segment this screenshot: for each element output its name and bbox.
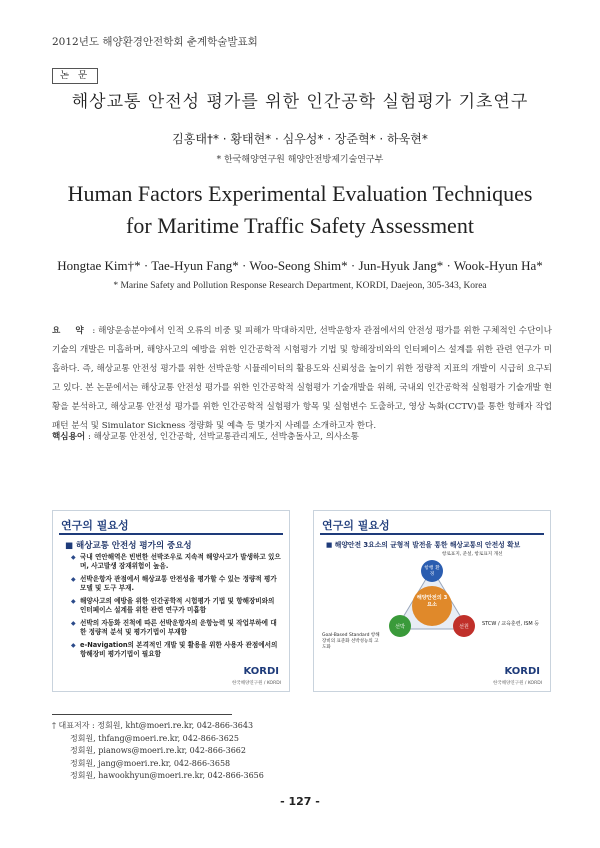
node-ship-label: 선박: [395, 624, 405, 630]
footnote-line: † 대표저자 : 정회원, kht@moeri.re.kr, 042-866-3643: [52, 721, 254, 730]
list-item: ◆ 국내 연안해역은 빈번한 선박조우로 지속적 해양사고가 발생하고 있으며, 사고발생 잠재위험이 높음.: [71, 553, 281, 572]
title-korean: 해상교통 안전성 평가를 위한 인간공학 실험평가 기초연구: [71, 92, 529, 112]
list-item: ◆ 해양사고의 예방을 위한 인간공학적 시험평가 기법 및 항해장비와의 인터페이스 설계를 위한 관련 연구가 미흡함: [71, 597, 281, 616]
keywords: [52, 430, 552, 442]
node-environment-label: 항행 환경: [424, 566, 440, 577]
keywords-label: 핵심용어: [52, 432, 86, 442]
slide1-heading: 연구의 필요성: [61, 519, 129, 532]
kordi-logo-subtext: 한국해양연구원 / KORDI: [493, 681, 542, 686]
square-bullet-icon: ■: [65, 541, 76, 551]
footnotes: [52, 720, 264, 783]
abstract-text: : 해양운송분야에서 인적 오류의 비중 및 피해가 막대하지만, 선박운항자 관점에서의 안전성 평가를 위한 구체적인 수단이나 기술의 개발은 미흡하며, 해양사고의 예방을 위한 인간공학적 시험평가 기법 및 항해장비와의 인터페이스 설계를 위한 관련 연구가 미흡하다. 즉, 해상교통 안전성 평가를 위한 선박운항 시뮬레이터의 활용도와 신뢰성을 높이기 위한 정량적 지표의 개발이 시급히 요구되고 있다. 본 논문에서는 해상교통 안전성 평가를 위한 인간공학적 실험평가 기술개발을 위해, 국내외 인간공학적 실험평가 기술개발 현황을 분석하고, 해상교통 안전성 평가를 위한 인간공학적 실험평가 항목 및 실험변수 도출하고, 영상 녹화(CCTV)를 통한 항해자 작업패턴 분석 및 Simulator Sickness 정량화 및 예측 등 몇가지 사례를 소개하고자 한다.: [52, 326, 552, 431]
footnote-line: 정회원, hawookhyun@moeri.re.kr, 042-866-3656: [70, 771, 264, 780]
title-english: [0, 178, 600, 242]
kordi-logo-subtext: 한국해양연구원 / KORDI: [232, 681, 281, 686]
affiliation-english: * Marine Safety and Pollution Response Research Department, KORDI, Daejeon, 305-343, Korea: [113, 281, 487, 291]
authors-korean: 김홍태†* · 황태현* · 심우성* · 장준혁* · 하욱현*: [172, 132, 428, 146]
kordi-logo: KORDI: [243, 666, 279, 677]
list-item: ◆ e-Navigation의 본격적인 개발 및 활용을 위한 사용자 관점에서의 항해장비 평가기법이 필요함: [71, 641, 281, 660]
title-english-line1: Human Factors Experimental Evaluation Techniques: [67, 181, 533, 206]
slide1-subheading-text: 해상교통 안전성 평가의 중요성: [76, 541, 192, 551]
top-label: 항로표지, 준설, 항로표지 개선: [442, 552, 503, 557]
footnote-line: 정회원, pianows@moeri.re.kr, 042-866-3662: [70, 746, 246, 755]
abstract: [52, 322, 552, 436]
right-label: STCW / 교육훈련, ISM 등: [482, 621, 540, 627]
title-english-line2: for Maritime Traffic Safety Assessment: [126, 213, 474, 238]
slide1-bullet-list: [71, 553, 281, 663]
affiliation-korean: * 한국해양연구원 해양안전방제기술연구부: [216, 155, 384, 165]
figure-slide-1: [52, 510, 290, 692]
authors-english: Hongtae Kim†* · Tae-Hyun Fang* · Woo-Seong Shim* · Jun-Hyuk Jang* · Wook-Hyun Ha*: [57, 258, 543, 273]
paper-type-badge: 논 문: [52, 68, 98, 84]
center-label: 해양안전의 3요소: [416, 595, 448, 608]
footnote-divider: [52, 714, 232, 715]
figure-slide-2: [313, 510, 551, 692]
footnote-line: 정회원, thfang@moeri.re.kr, 042-866-3625: [70, 733, 239, 743]
kordi-logo: KORDI: [504, 666, 540, 677]
square-bullet-icon: ■: [326, 541, 335, 549]
node-crew-label: 선원: [459, 624, 469, 630]
left-label: Goal-Based Standard 항해장비의 표준화 선박성능의 고도화: [322, 633, 380, 650]
footnote-line: 정회원, jang@moeri.re.kr, 042-866-3658: [70, 758, 231, 768]
page-number: - 127 -: [280, 795, 320, 808]
slide1-divider: [59, 533, 283, 535]
list-item: ◆ 선박운항자 관점에서 해상교통 안전성을 평가할 수 있는 정량적 평가모델 및 도구 부재.: [71, 575, 281, 594]
keywords-text: : 해상교통 안전성, 인간공학, 선박교통관리제도, 선박충돌사고, 의사소통: [85, 432, 359, 442]
abstract-label: 요 약: [52, 326, 90, 336]
slide2-heading: 연구의 필요성: [322, 519, 390, 532]
conference-header: 2012년도 해양환경안전학회 춘계학술발표회: [52, 36, 258, 48]
list-item: ◆ 선박의 자동화 진척에 따른 선박운항자의 운항능력 및 작업부하에 대한 정량적 분석 및 평가기법이 부재함: [71, 619, 281, 638]
slide1-subheading: [65, 539, 192, 551]
slide2-subheading-text: 해양안전 3요소의 균형적 발전을 통한 해상교통의 안전성 확보: [334, 541, 521, 549]
